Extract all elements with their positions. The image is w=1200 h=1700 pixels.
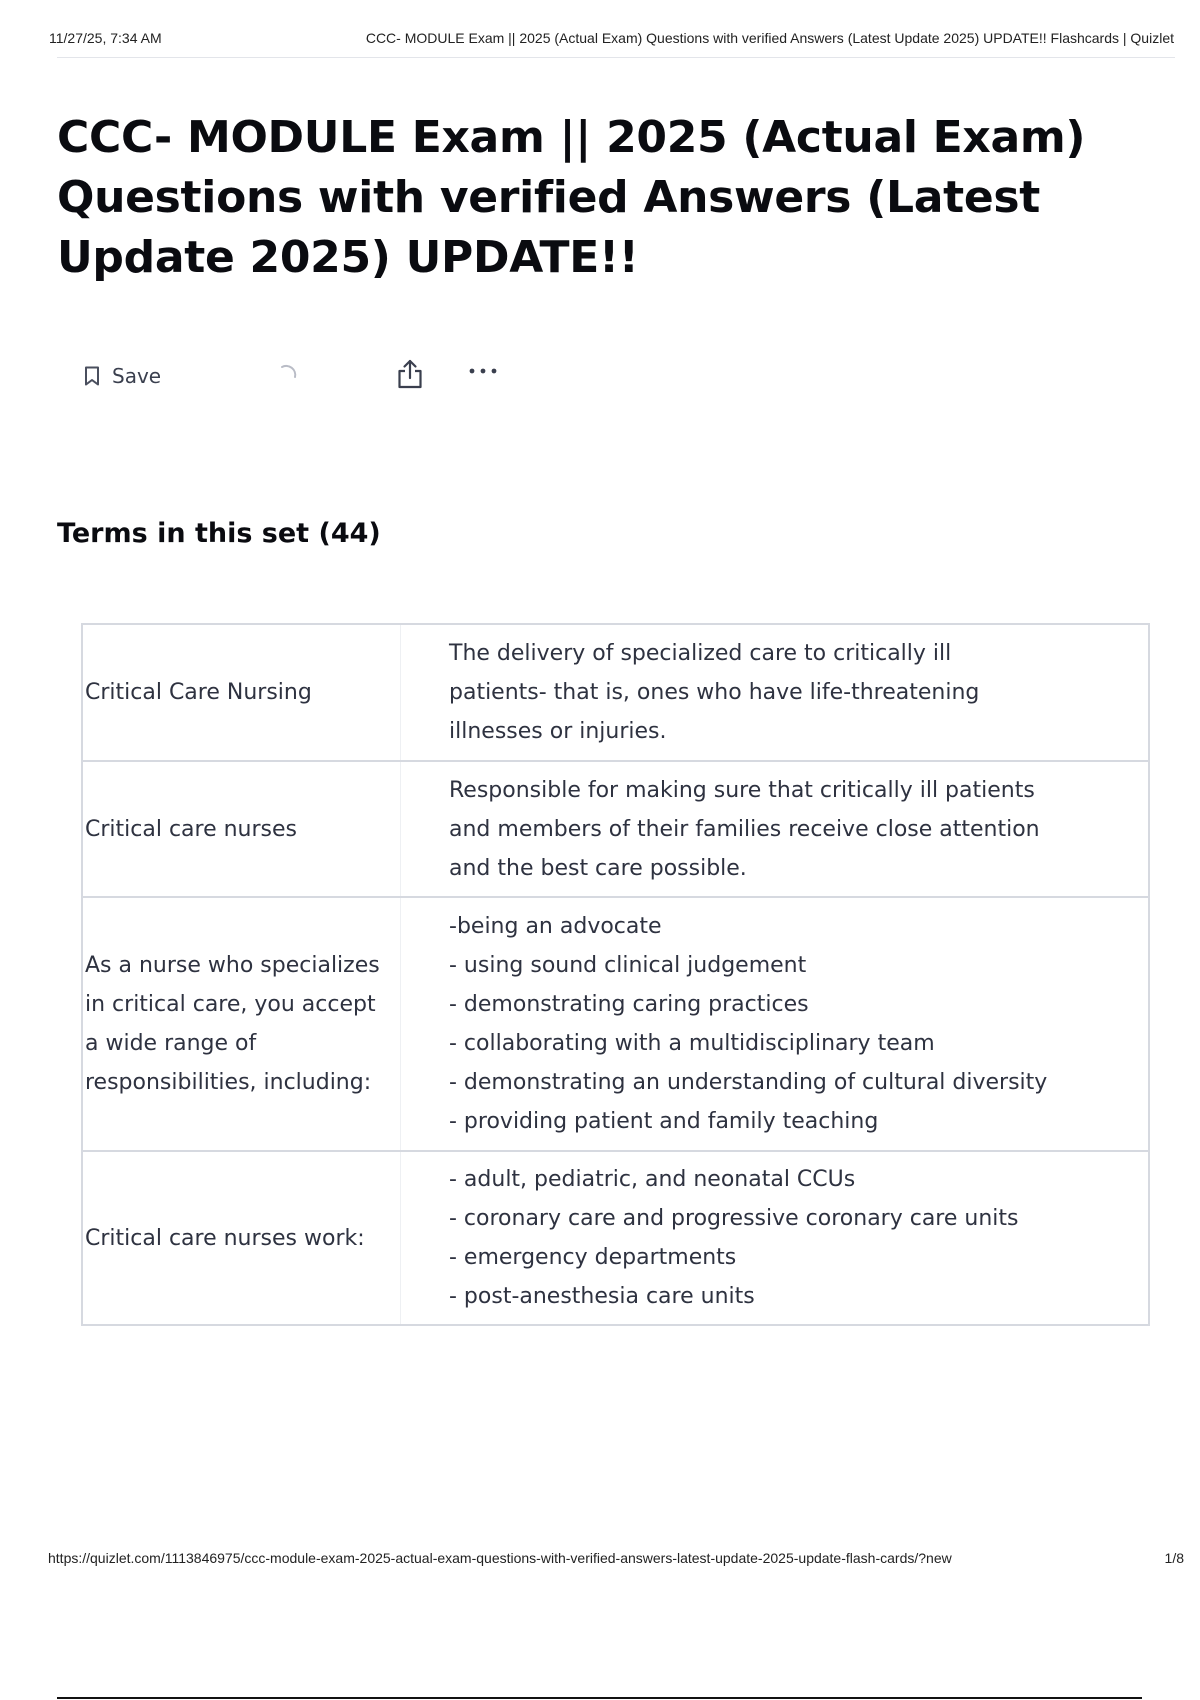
term-cell bbox=[83, 625, 401, 760]
print-date: 11/27/25, 7:34 AM bbox=[49, 30, 162, 46]
term-row bbox=[83, 760, 1148, 896]
header-divider bbox=[57, 57, 1175, 58]
term-row bbox=[83, 1150, 1148, 1324]
print-document-title: CCC- MODULE Exam || 2025 (Actual Exam) Questions with verified Answers (Latest Update 2025) UPDATE!! Flashcards | Quizlet bbox=[365, 30, 1174, 46]
definition-text: - adult, pediatric, and neonatal CCUs - coronary care and progressive coronary care units - emergency departments - post-anesthesia care units bbox=[449, 1167, 1019, 1309]
set-title: CCC- MODULE Exam || 2025 (Actual Exam) Questions with verified Answers (Latest Update 2025) UPDATE!! bbox=[57, 112, 1086, 283]
loading-spinner-icon bbox=[276, 362, 300, 391]
bottom-divider bbox=[57, 1697, 1142, 1699]
set-toolbar bbox=[84, 356, 544, 396]
term-cell bbox=[83, 1152, 401, 1324]
term-cell bbox=[83, 898, 401, 1150]
terms-table bbox=[81, 623, 1150, 1326]
bookmark-icon bbox=[84, 366, 100, 386]
term-text: As a nurse who specializes in critical care, you accept a wide range of responsibilities, including: bbox=[85, 953, 380, 1095]
more-options-icon bbox=[468, 364, 498, 379]
definition-cell bbox=[401, 625, 1148, 760]
definition-text: Responsible for making sure that critically ill patients and members of their families receive close attention and the best care possible. bbox=[449, 777, 1040, 881]
definition-text: -being an advocate - using sound clinical judgement - demonstrating caring practices - collaborating with a multidisciplinary team - demonstrating an understanding of cultural diversity - providing patient and family teaching bbox=[449, 914, 1048, 1134]
print-url: https://quizlet.com/1113846975/ccc-module-exam-2025-actual-exam-questions-with-verified-answers-latest-update-2025-update-flash-cards/?new bbox=[48, 1550, 952, 1566]
share-icon bbox=[396, 378, 424, 393]
terms-heading: Terms in this set (44) bbox=[57, 518, 381, 549]
definition-cell bbox=[401, 1152, 1148, 1324]
term-text: Critical care nurses work: bbox=[85, 1225, 365, 1251]
term-text: Critical Care Nursing bbox=[85, 680, 312, 705]
definition-cell bbox=[401, 898, 1148, 1150]
term-row bbox=[83, 896, 1148, 1150]
page-number: 1/8 bbox=[1164, 1550, 1184, 1566]
term-row bbox=[83, 625, 1148, 760]
save-label: Save bbox=[112, 364, 162, 388]
save-button[interactable] bbox=[84, 356, 161, 396]
definition-cell bbox=[401, 762, 1148, 896]
term-cell bbox=[83, 762, 401, 896]
share-button[interactable] bbox=[396, 358, 424, 393]
term-text: Critical care nurses bbox=[85, 816, 297, 842]
more-options-button[interactable] bbox=[468, 364, 498, 379]
definition-text: The delivery of specialized care to critically ill patients- that is, ones who have life-threatening illnesses or injuries. bbox=[449, 641, 980, 744]
